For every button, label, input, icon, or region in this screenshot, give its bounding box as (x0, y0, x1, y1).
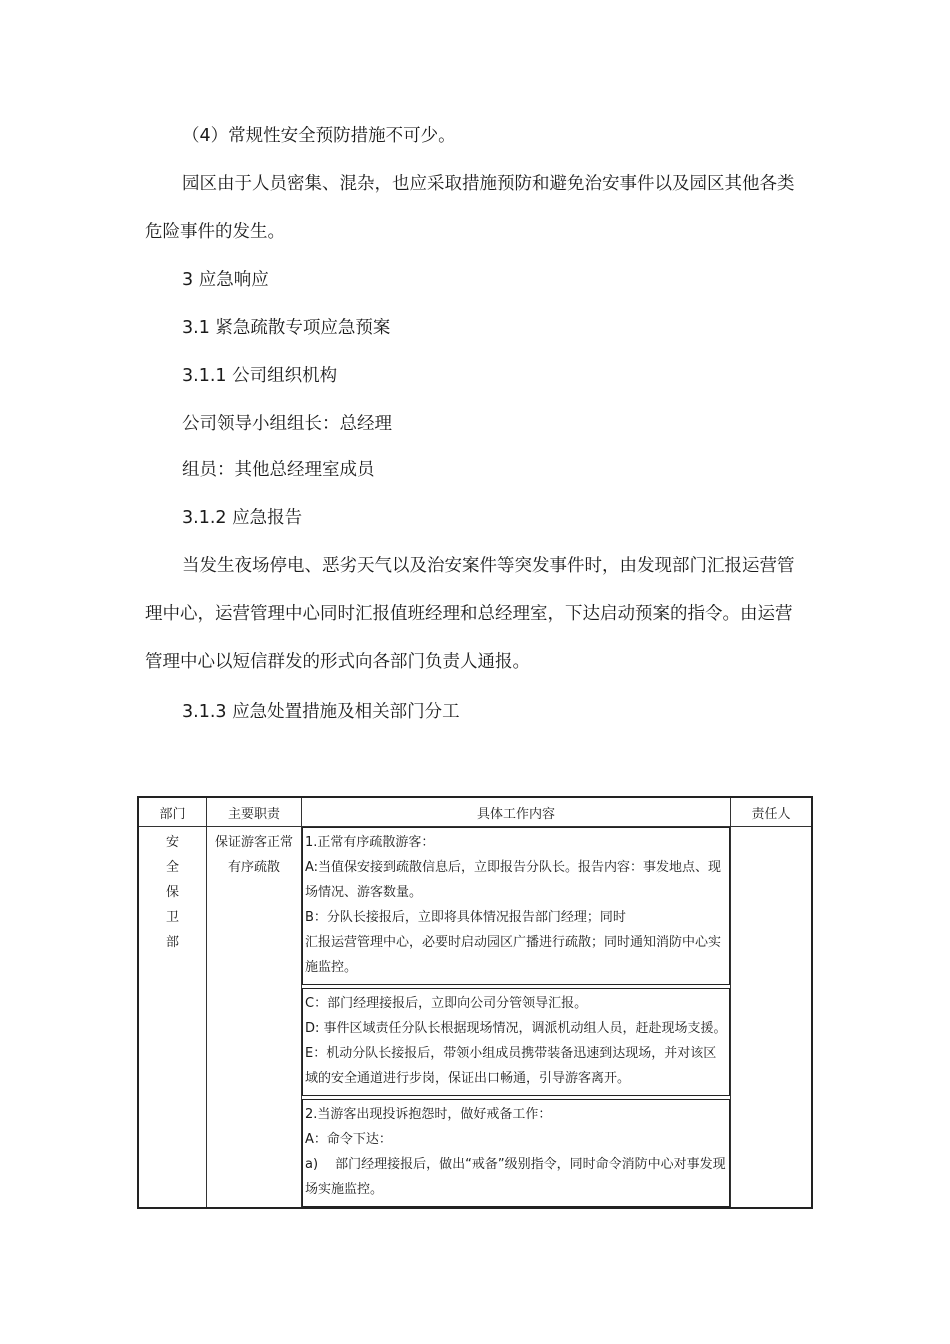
content-line: 1.正常有序疏散游客： (305, 835, 435, 850)
responsibility-table (137, 796, 813, 1209)
section-heading: 3 应急响应 (182, 270, 269, 290)
content-line: D: 事件区域责任分队长根据现场情况，调派机动组人员，赶赴现场支援。 (305, 1021, 727, 1036)
content-line: A：命令下达： (305, 1132, 392, 1147)
dept-char: 部 (165, 935, 179, 950)
dept-char: 全 (165, 860, 179, 875)
content-cell (302, 827, 731, 1209)
dept-char: 卫 (165, 910, 179, 925)
responsible-cell (731, 827, 813, 1209)
dept-char: 安 (165, 835, 179, 850)
header-duty: 主要职责 (207, 797, 302, 827)
content-line: 2.当游客出现投诉抱怨时，做好戒备工作： (305, 1107, 552, 1122)
header-responsible: 责任人 (731, 797, 813, 827)
content-line: C：部门经理接报后，立即向公司分管领导汇报。 (305, 996, 588, 1011)
content-box (302, 827, 730, 985)
content-line: B：分队长接报后，立即将具体情况报告部门经理；同时 (305, 910, 626, 925)
content-box (302, 988, 730, 1096)
content-box (302, 1099, 730, 1207)
section-heading: 3.1 紧急疏散专项应急预案 (182, 318, 391, 338)
section-heading: 3.1.3 应急处置措施及相关部门分工 (182, 702, 460, 722)
content-line: E：机动分队长接报后，带领小组成员携带装备迅速到达现场，并对该区域的安全通道进行步岗，保证出口畅通，引导游客离开。 (305, 1046, 717, 1086)
section-heading: 3.1.1 公司组织机构 (182, 366, 338, 386)
paragraph: 组员：其他总经理室成员 (182, 460, 375, 480)
paragraph: 园区由于人员密集、混杂，也应采取措施预防和避免治安事件以及园区其他各类危险事件的发生。 (145, 174, 795, 242)
table-row (138, 827, 812, 1209)
duty-line: 保证游客正常 (214, 835, 293, 850)
content-line: a) 部门经理接报后，做出“戒备”级别指令，同时命令消防中心对事发现场实施监控。 (305, 1157, 726, 1197)
paragraph: 当发生夜场停电、恶劣天气以及治安案件等突发事件时，由发现部门汇报运营管理中心，运营管理中心同时汇报值班经理和总经理室，下达启动预案的指令。由运营管理中心以短信群发的形式向各部门负责人通报。 (145, 556, 795, 672)
header-content: 具体工作内容 (302, 797, 731, 827)
section-heading: 3.1.2 应急报告 (182, 508, 303, 528)
paragraph: 公司领导小组组长：总经理 (182, 414, 392, 434)
paragraph: （4）常规性安全预防措施不可少。 (182, 126, 456, 146)
dept-char: 保 (165, 885, 179, 900)
header-department: 部门 (138, 797, 207, 827)
content-line: A:当值保安接到疏散信息后，立即报告分队长。报告内容：事发地点、现场情况、游客数量。 (305, 860, 722, 900)
duty-cell (207, 827, 302, 1209)
table-header-row (138, 797, 812, 827)
department-cell (138, 827, 207, 1209)
content-line: 汇报运营管理中心，必要时启动园区广播进行疏散；同时通知消防中心实施监控。 (305, 935, 722, 975)
duty-line: 有序疏散 (227, 860, 280, 875)
